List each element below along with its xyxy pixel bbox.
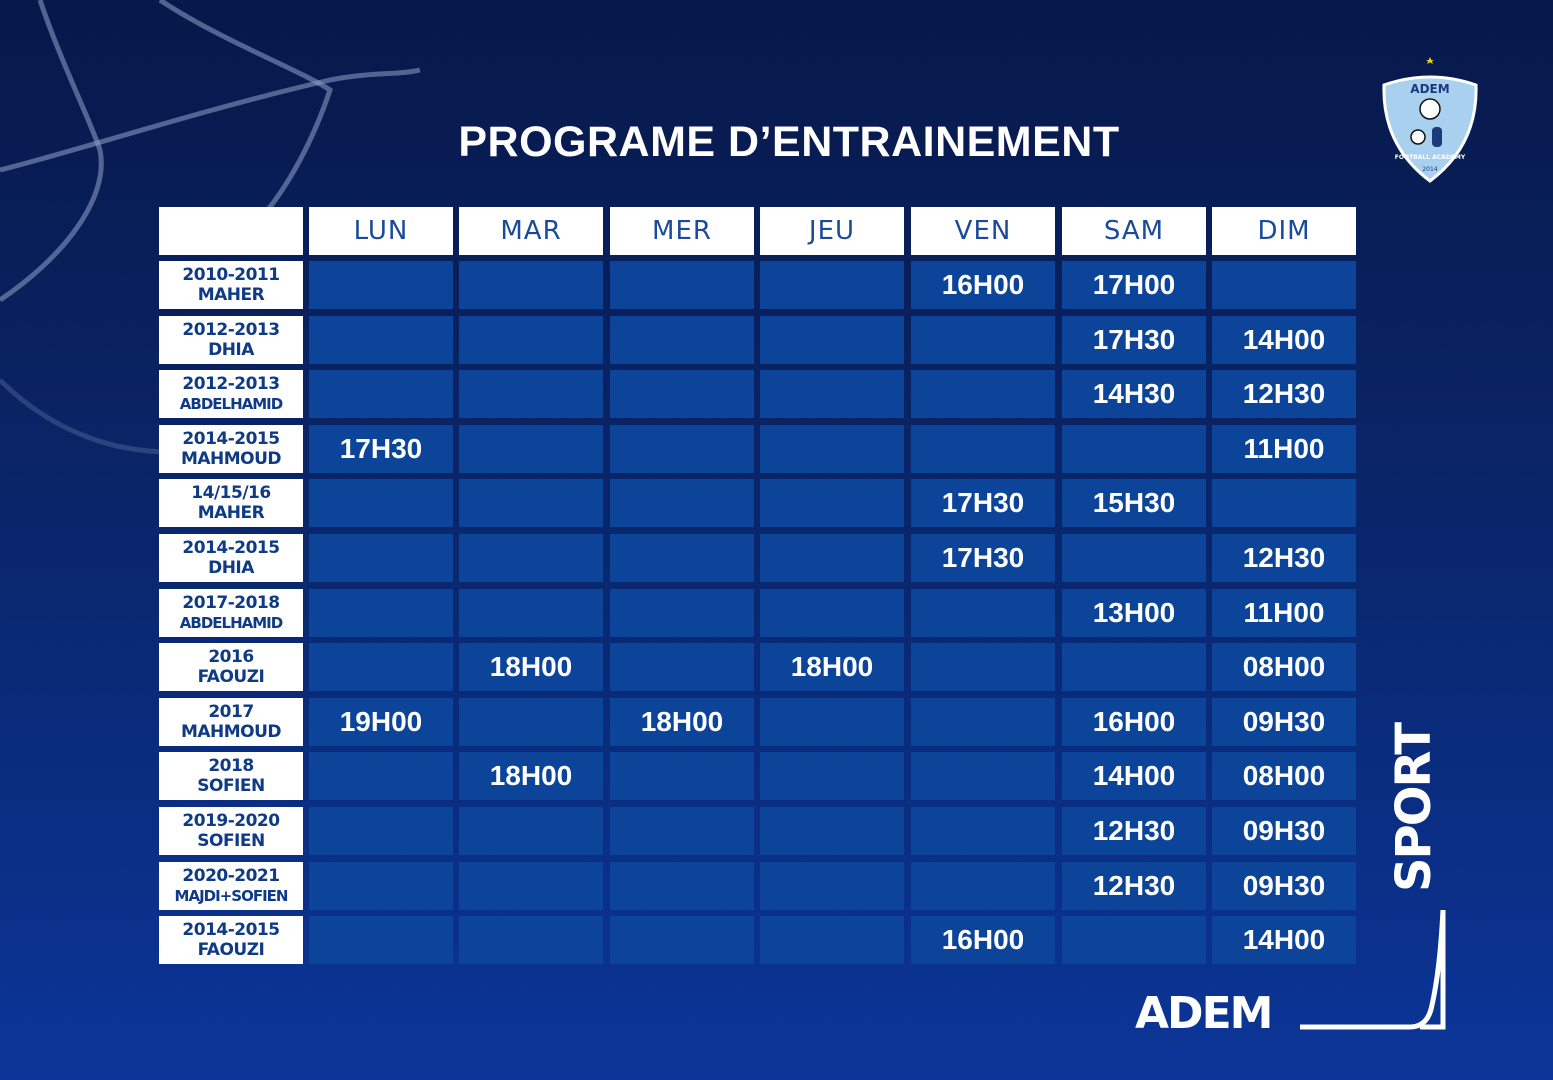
time-cell (760, 698, 904, 746)
group-label (159, 862, 303, 910)
coach-name: MAHER (197, 285, 265, 305)
coach-name: ABDELHAMID (179, 395, 283, 414)
time-cell (760, 916, 904, 964)
coach-name: DHIA (208, 339, 254, 360)
group-label (159, 534, 303, 582)
brand-frame-line (1300, 910, 1450, 1032)
time-cell: 18H00 (459, 752, 603, 800)
time-cell: 09H30 (1212, 698, 1356, 746)
time-cell (1062, 425, 1206, 473)
group-years: 2019-2020 (182, 811, 280, 831)
time-cell: 11H00 (1212, 589, 1356, 637)
time-cell (760, 370, 904, 418)
coach-name: FAOUZI (197, 667, 265, 688)
time-cell (911, 862, 1055, 910)
time-cell (911, 752, 1055, 800)
time-cell (760, 425, 904, 473)
group-years: 2017 (208, 701, 254, 722)
time-cell: 16H00 (911, 261, 1055, 309)
group-label (159, 479, 303, 527)
time-cell (309, 862, 453, 910)
group-label (159, 589, 303, 637)
brand-adem: ADEM (1135, 988, 1272, 1039)
time-cell (309, 807, 453, 855)
time-cell (309, 643, 453, 691)
time-cell (911, 807, 1055, 855)
group-label (159, 698, 303, 746)
coach-name: FAOUZI (197, 940, 265, 961)
time-cell (459, 534, 603, 582)
coach-name: MAHER (197, 503, 265, 524)
time-cell: 18H00 (760, 643, 904, 691)
time-cell (459, 698, 603, 746)
time-cell (911, 425, 1055, 473)
coach-name: MAHMOUD (180, 721, 282, 742)
coach-name: MAJDI+SOFIEN (174, 886, 288, 905)
time-cell (610, 589, 754, 637)
time-cell (309, 261, 453, 309)
day-header-dim: DIM (1212, 207, 1356, 255)
time-cell: 13H00 (1062, 589, 1206, 637)
time-cell (911, 316, 1055, 364)
time-cell: 14H00 (1062, 752, 1206, 800)
time-cell (610, 916, 754, 964)
time-cell (459, 589, 603, 637)
time-cell: 17H00 (1062, 261, 1206, 309)
time-cell (760, 261, 904, 309)
time-cell: 15H30 (1062, 479, 1206, 527)
group-years: 2012-2013 (182, 319, 280, 340)
time-cell: 14H00 (1212, 916, 1356, 964)
time-cell (760, 316, 904, 364)
time-cell (760, 807, 904, 855)
time-cell (309, 916, 453, 964)
svg-text:ADEM: ADEM (1410, 82, 1450, 96)
time-cell (459, 807, 603, 855)
time-cell (610, 807, 754, 855)
brand-sport-text: SPORT (1386, 723, 1443, 893)
header-corner (159, 207, 303, 255)
coach-name: MAHMOUD (180, 448, 282, 469)
time-cell (610, 316, 754, 364)
time-cell: 09H30 (1212, 862, 1356, 910)
time-cell: 08H00 (1212, 752, 1356, 800)
group-label (159, 370, 303, 418)
time-cell (760, 589, 904, 637)
time-cell (610, 752, 754, 800)
time-cell (1212, 261, 1356, 309)
time-cell (459, 425, 603, 473)
time-cell: 17H30 (1062, 316, 1206, 364)
time-cell (459, 479, 603, 527)
time-cell: 08H00 (1212, 643, 1356, 691)
day-header-jeu: JEU (760, 207, 904, 255)
day-header-lun: LUN (309, 207, 453, 255)
group-years: 2014-2015 (182, 428, 280, 449)
group-years: 2014-2015 (182, 538, 280, 558)
coach-name: DHIA (208, 558, 254, 578)
group-label (159, 807, 303, 855)
time-cell: 14H00 (1212, 316, 1356, 364)
group-label (159, 316, 303, 364)
brand-sport (1386, 700, 1460, 920)
page-title: PROGRAME D’ENTRAINEMENT (458, 118, 1120, 166)
time-cell: 16H00 (1062, 698, 1206, 746)
time-cell (309, 479, 453, 527)
time-cell: 19H00 (309, 698, 453, 746)
time-cell: 17H30 (911, 479, 1055, 527)
day-header-mer: MER (610, 207, 754, 255)
time-cell (459, 370, 603, 418)
group-years: 2020-2021 (182, 865, 280, 886)
day-header-ven: VEN (911, 207, 1055, 255)
time-cell (911, 698, 1055, 746)
time-cell (309, 752, 453, 800)
time-cell: 18H00 (459, 643, 603, 691)
time-cell: 14H30 (1062, 370, 1206, 418)
time-cell: 09H30 (1212, 807, 1356, 855)
time-cell (610, 643, 754, 691)
group-years: 2012-2013 (182, 374, 280, 395)
time-cell: 12H30 (1062, 807, 1206, 855)
time-cell (459, 316, 603, 364)
time-cell: 12H30 (1062, 862, 1206, 910)
time-cell (1062, 534, 1206, 582)
time-cell (459, 916, 603, 964)
time-cell (309, 316, 453, 364)
svg-text:2014: 2014 (1422, 166, 1438, 173)
time-cell (610, 862, 754, 910)
group-label (159, 643, 303, 691)
time-cell (911, 370, 1055, 418)
time-cell: 12H30 (1212, 370, 1356, 418)
time-cell (610, 370, 754, 418)
day-header-mar: MAR (459, 207, 603, 255)
time-cell: 17H30 (309, 425, 453, 473)
time-cell: 16H00 (911, 916, 1055, 964)
coach-name: SOFIEN (197, 776, 265, 797)
time-cell (1062, 916, 1206, 964)
time-cell (309, 370, 453, 418)
time-cell (1212, 479, 1356, 527)
time-cell: 12H30 (1212, 534, 1356, 582)
group-label (159, 261, 303, 309)
day-header-sam: SAM (1062, 207, 1206, 255)
time-cell: 11H00 (1212, 425, 1356, 473)
time-cell (760, 752, 904, 800)
group-years: 2014-2015 (182, 920, 280, 941)
coach-name: SOFIEN (197, 831, 265, 851)
group-label (159, 916, 303, 964)
time-cell (760, 534, 904, 582)
group-label (159, 425, 303, 473)
time-cell (309, 589, 453, 637)
time-cell (309, 534, 453, 582)
time-cell (760, 479, 904, 527)
time-cell (459, 261, 603, 309)
time-cell (760, 862, 904, 910)
group-years: 2016 (208, 647, 254, 668)
group-years: 2010-2011 (182, 265, 280, 285)
group-years: 2018 (208, 756, 254, 777)
time-cell (610, 425, 754, 473)
adem-academy-logo (1378, 55, 1482, 185)
time-cell (459, 862, 603, 910)
time-cell: 18H00 (610, 698, 754, 746)
time-cell (610, 534, 754, 582)
time-cell (911, 589, 1055, 637)
time-cell: 17H30 (911, 534, 1055, 582)
time-cell (610, 261, 754, 309)
coach-name: ABDELHAMID (179, 613, 283, 632)
group-years: 14/15/16 (191, 483, 271, 504)
time-cell (911, 643, 1055, 691)
group-label (159, 752, 303, 800)
time-cell (1062, 643, 1206, 691)
group-years: 2017-2018 (182, 592, 280, 613)
time-cell (610, 479, 754, 527)
svg-text:FOOTBALL ACADEMY: FOOTBALL ACADEMY (1394, 154, 1466, 161)
